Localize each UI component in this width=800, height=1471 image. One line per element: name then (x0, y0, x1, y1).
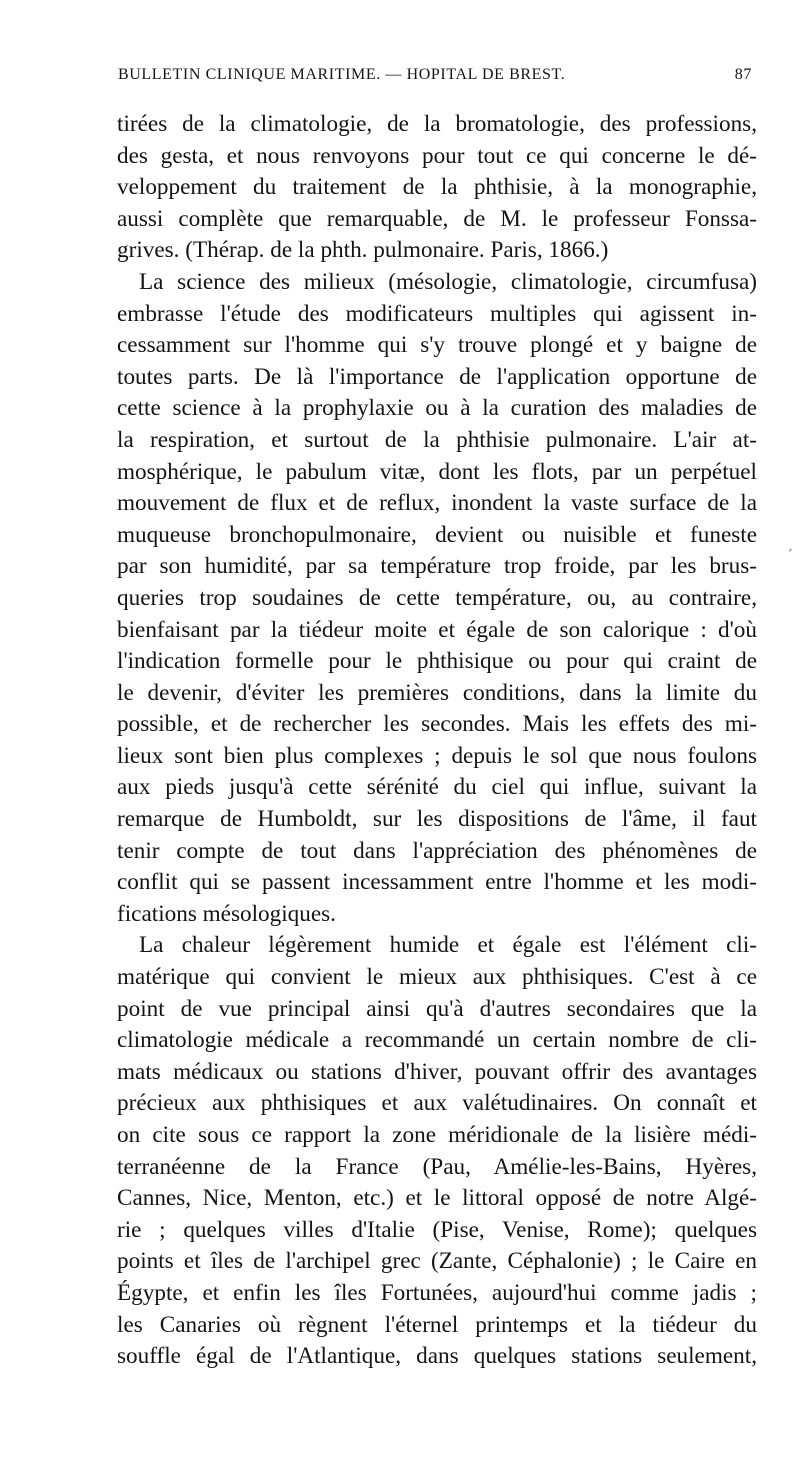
text-line: embrasse l'étude des modificateurs multiples qui agissent in- (117, 300, 757, 327)
text-line: cessamment sur l'homme qui s'y trouve plongé et y baigne de (117, 332, 757, 359)
text-line: mouvement de flux et de reflux, inondent la vaste surface de la (117, 490, 757, 517)
text-line: terranéenne de la France (Pau, Amélie-les-Bains, Hyères, (117, 1153, 757, 1180)
text-line: points et îles de l'archipel grec (Zante, Céphalonie) ; le Caire en (117, 1248, 757, 1275)
text-line: veloppement du traitement de la phthisie, à la monographie, (117, 174, 757, 201)
text-line: Égypte, et enfin les îles Fortunées, aujourd'hui comme jadis ; (117, 1279, 757, 1306)
text-line: climatologie médicale a recommandé un certain nombre de cli- (117, 1027, 757, 1054)
text-line: grives. (Thérap. de la phth. pulmonaire. Paris, 1866.) (117, 237, 609, 264)
text-line: précieux aux phthisiques et aux valétudinaires. On connaît et (117, 1090, 757, 1117)
text-line: on cite sous ce rapport la zone méridionale de la lisière médi- (117, 1122, 757, 1148)
text-line: bienfaisant par la tiédeur moite et égale de son calorique : d'où (117, 616, 757, 643)
text-line: queries trop soudaines de cette température, ou, au contraire, (117, 584, 757, 611)
text-line: les Canaries où règnent l'éternel printemps et la tiédeur du (117, 1311, 757, 1338)
text-line: toutes parts. De là l'importance de l'application opportune de (117, 363, 757, 390)
text-line: Cannes, Nice, Menton, etc.) et le littoral opposé de notre Algé- (117, 1185, 757, 1212)
text-line: lieux sont bien plus complexes ; depuis le sol que nous foulons (117, 742, 757, 769)
margin-mark: ´ (786, 548, 793, 564)
text-line: La science des milieux (mésologie, climatologie, circumfusa) (139, 268, 757, 295)
text-line: fications mésologiques. (117, 900, 336, 927)
body-text (117, 109, 757, 1373)
text-line: mosphérique, le pabulum vitæ, dont les flots, par un perpétuel (117, 458, 757, 485)
text-line: aussi complète que remarquable, de M. le professeur Fonssa- (117, 205, 757, 232)
text-line: la respiration, et surtout de la phthisie pulmonaire. L'air at- (117, 426, 757, 453)
text-line: cette science à la prophylaxie ou à la curation des maladies de (117, 395, 757, 422)
text-line: rie ; quelques villes d'Italie (Pise, Venise, Rome); quelques (117, 1216, 757, 1243)
text-line: des gesta, et nous renvoyons pour tout ce qui concerne le dé- (117, 142, 757, 169)
text-line: possible, et de rechercher les secondes. Mais les effets des mi- (117, 711, 757, 738)
running-title: BULLETIN CLINIQUE MARITIME. — HOPITAL DE BREST. (118, 66, 566, 83)
text-line: souffle égal de l'Atlantique, dans quelques stations seulement, (117, 1343, 757, 1370)
text-line: La chaleur légèrement humide et égale est l'élément cli- (139, 932, 757, 959)
text-line: tirées de la climatologie, de la bromatologie, des professions, (117, 111, 757, 137)
text-line: mats médicaux ou stations d'hiver, pouvant offrir des avantages (117, 1058, 757, 1085)
text-line: matérique qui convient le mieux aux phthisiques. C'est à ce (117, 964, 757, 991)
text-line: muqueuse bronchopulmonaire, devient ou nuisible et funeste (117, 521, 757, 548)
page-number: 87 (734, 66, 752, 83)
text-line: conflit qui se passent incessamment entre l'homme et les modi- (117, 869, 757, 896)
running-header (118, 66, 758, 90)
text-line: par son humidité, par sa température trop froide, par les brus- (117, 553, 757, 580)
text-line: le devenir, d'éviter les premières conditions, dans la limite du (117, 679, 757, 706)
text-line: remarque de Humboldt, sur les dispositions de l'âme, il faut (117, 806, 757, 833)
text-line: aux pieds jusqu'à cette sérénité du ciel qui influe, suivant la (117, 774, 757, 801)
text-line: l'indication formelle pour le phthisique ou pour qui craint de (117, 648, 757, 675)
text-line: point de vue principal ainsi qu'à d'autres secondaires que la (117, 995, 757, 1022)
text-line: tenir compte de tout dans l'appréciation des phénomènes de (117, 837, 757, 864)
